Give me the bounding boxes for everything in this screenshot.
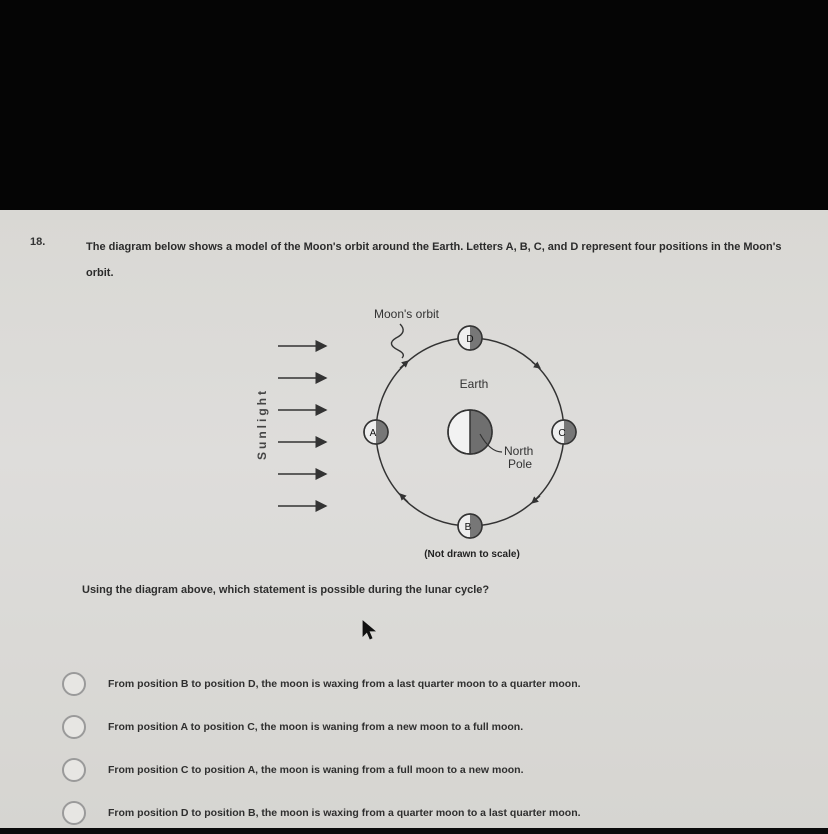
orbit-pointer	[391, 324, 403, 358]
sunlight-label: Sunlight	[255, 388, 269, 460]
north-label: North	[504, 444, 534, 458]
position-b-label: B	[464, 522, 472, 533]
answer-choice-1[interactable]	[58, 662, 798, 705]
earth-label: Earth	[459, 377, 489, 391]
radio-button-1[interactable]	[62, 672, 86, 696]
moon-position-d	[458, 326, 482, 350]
mouse-pointer-icon	[362, 620, 376, 640]
question-number: 18.	[30, 236, 46, 248]
position-c-label: C	[558, 428, 566, 439]
screen-bezel	[0, 0, 828, 210]
radio-button-4[interactable]	[62, 801, 86, 825]
radio-button-2[interactable]	[62, 715, 86, 739]
radio-button-3[interactable]	[62, 758, 86, 782]
earth	[448, 410, 492, 454]
moon-orbit-diagram	[240, 302, 600, 572]
answer-choice-2-label: From position A to position C, the moon is waning from a new moon to a full moon.	[108, 720, 524, 733]
answer-choice-3[interactable]	[58, 748, 798, 791]
answer-choices	[58, 662, 798, 834]
moon-position-c	[552, 420, 576, 444]
answer-choice-4-label: From position D to position B, the moon is waxing from a quarter moon to a last quarter moon.	[108, 806, 581, 819]
moon-position-a	[364, 420, 388, 444]
position-a-label: A	[369, 428, 377, 439]
pole-label: Pole	[508, 457, 533, 471]
sunlight-arrows	[278, 346, 326, 506]
north-pole-label	[504, 444, 537, 471]
answer-choice-2[interactable]	[58, 705, 798, 748]
question-page	[0, 210, 828, 828]
moon-position-b	[458, 514, 482, 538]
answer-choice-1-label: From position B to position D, the moon is waxing from a last quarter moon to a quarter moon.	[108, 677, 581, 690]
orbit-label: Moon's orbit	[374, 307, 439, 321]
question-stem: Using the diagram above, which statement is possible during the lunar cycle?	[82, 584, 490, 596]
scale-note: (Not drawn to scale)	[424, 549, 520, 560]
answer-choice-3-label: From position C to position A, the moon is waning from a full moon to a new moon.	[108, 763, 524, 776]
question-prompt: The diagram below shows a model of the Moon's orbit around the Earth. Letters A, B, C, and D represent four positions in the Moon's orbit.	[86, 241, 782, 279]
position-d-label: D	[466, 334, 474, 345]
